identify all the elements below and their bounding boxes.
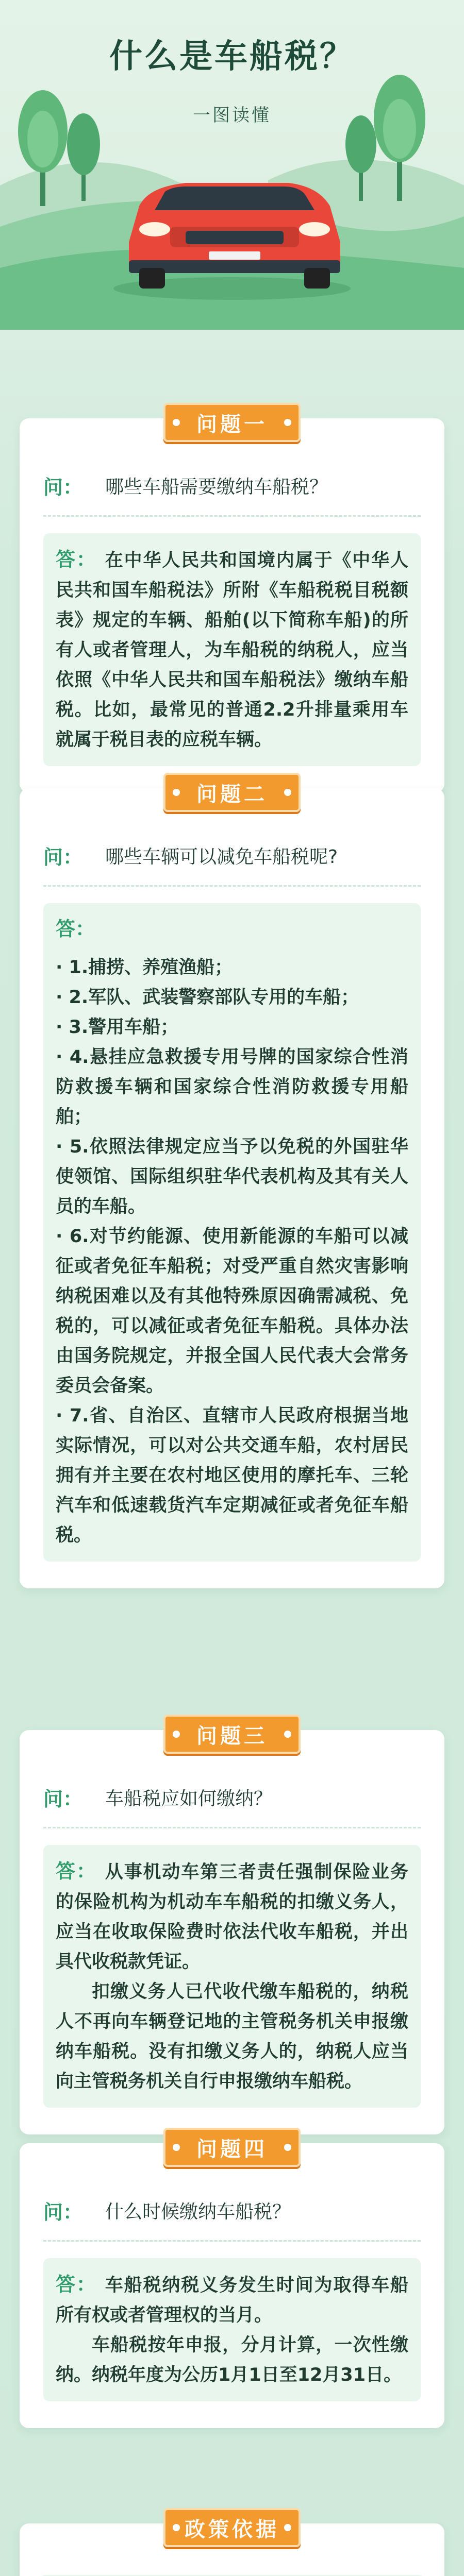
question-text: 哪些车船需要缴纳车船税？ [105,477,328,498]
answer-block [43,1845,421,2108]
answer-label: 答： [56,918,95,940]
question-text: 车船税应如何缴纳？ [105,1788,273,1809]
question-section-3 [20,1724,444,2134]
section-badge: 问题三 [163,1715,301,1754]
list-item: · 7.省、自治区、直辖市人民政府根据当地实际情况，可以对公共交通车船，农村居民拥有并主要在农村地区使用的摩托车、三轮汽车和低速载货汽车定期减征或者免征车船税。 [56,1405,408,1546]
question-text: 哪些车辆可以减免车船税呢? [105,846,338,868]
question-label: 问： [43,2201,83,2224]
answer-paragraph: 扣缴义务人已代收代缴车船税的，纳税人不再向车辆登记地的主管税务机关申报缴纳车船税。没有扣缴义务人的，纳税人应当向主管税务机关自行申报缴纳车船税。 [56,1981,408,2092]
question-section-1 [20,412,444,793]
question-label: 问： [43,476,83,499]
answer-label: 答： [56,2273,97,2296]
answer-label: 答： [56,548,97,571]
section-badge: 问题四 [163,2128,301,2167]
question-text: 什么时候缴纳车船税？ [105,2201,291,2223]
section-badge: 问题一 [163,403,301,442]
hero-banner [0,0,464,330]
question-card [20,782,444,1588]
list-item: · 2.军队、武装警察部队专用的车船； [56,987,359,1008]
section-badge: 问题二 [163,773,301,812]
question-card [20,1724,444,2134]
question-row [43,2200,421,2242]
page-title: 什么是车船税？ [109,38,355,76]
policy-section [20,2517,444,2576]
list-item: · 3.警用车船； [56,1017,179,1038]
answer-text: 在中华人民共和国境内属于《中华人民共和国车船税法》所附《车船税税目税额表》规定的车辆、船舶(以下简称车船)的所有人或者管理人，为车船税的纳税人，应当依照《中华人民共和国车船税法》缴纳车船税。比如，最常见的普通2.2升排量乘用车就属于税目表的应税车辆。 [56,550,408,750]
answer-text: 从事机动车第三者责任强制保险业务的保险机构为机动车车船税的扣缴义务人，应当在收取保险费时依法代收车船税，并出具代收税款凭证。 [56,1862,408,1972]
list-item: · 4.悬挂应急救援专用号牌的国家综合性消防救援车辆和国家综合性消防救援专用船舶； [56,1047,408,1127]
question-label: 问： [43,846,83,869]
list-item: · 5.依照法律规定应当予以免税的外国驻华使领馆、国际组织驻华代表机构及其有关人员的车船。 [56,1137,408,1217]
answer-block [43,533,421,766]
question-row [43,845,421,887]
policy-badge: 政策依据 [163,2508,301,2547]
answer-label: 答： [56,1860,97,1883]
answer-text: 车船税纳税义务发生时间为取得车船所有权或者管理权的当月。 [56,2275,408,2326]
question-card [20,412,444,793]
answer-block [43,903,421,1562]
page-subtitle: 一图读懂 [193,105,271,126]
question-section-4 [20,2137,444,2428]
question-row [43,475,421,517]
car-icon [113,183,351,300]
question-row [43,1787,421,1828]
question-card [20,2137,444,2428]
answer-block [43,2258,421,2401]
list-item: · 6.对节约能源、使用新能源的车船可以减征或者免征车船税；对受严重自然灾害影响纳税困难以及有其他特殊原因确需减税、免税的，可以减征或者免征车船税。具体办法由国务院规定，并报全国人民代表大会常务委员会备案。 [56,1226,408,1396]
question-label: 问： [43,1788,83,1810]
list-item: · 1.捕捞、养殖渔船； [56,957,233,978]
policy-card [20,2517,444,2576]
question-section-2 [20,782,444,1588]
answer-paragraph: 车船税按年申报，分月计算，一次性缴纳。纳税年度为公历1月1日至12月31日。 [56,2335,408,2385]
